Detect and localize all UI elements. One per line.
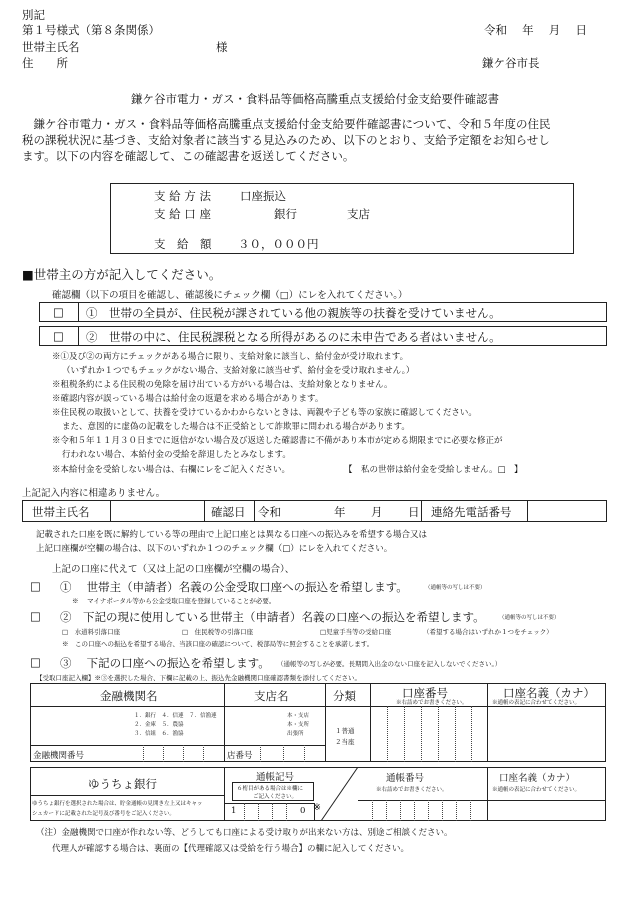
footer-note: （注）金融機関で口座が作れない等、どうしても口座による受け取りが出来ない方は、別途ご相談ください。: [36, 828, 453, 838]
issuer: 鎌ケ谷市長: [482, 56, 540, 70]
month-label: 月: [371, 505, 383, 519]
check-item-text: ② 世帯の中に、住民税課税となる所得があるのに未申告である者はいません。: [86, 330, 501, 344]
yucho-number-note: ※右詰めでお書きください。: [376, 787, 448, 793]
no-error-statement: 上記記入内容に相違ありません。: [22, 488, 166, 499]
note-line: また、意図的に虚偽の記載をした場合は不正受給として詐欺罪に問われる場合があります。: [62, 422, 410, 432]
option-2-note: （通帳等の写しは不要）: [499, 615, 560, 621]
yucho-mark-note: ご記入ください。: [253, 794, 298, 800]
date-line: 令和 年 月 日: [484, 23, 587, 37]
change-note: 記載された口座を既に解約している等の理由で上記口座とは異なる口座への振込みを希望する場合又は: [36, 530, 428, 540]
note-line: ※令和５年１１月３０日までに返信がない場合及び返送した確認書に不備があり本市が定める期限までに必要な修正が: [52, 436, 503, 446]
option-2-sub: ※ この口座への振込を希望する場合、当該口座の確認について、税部局等に照会することを承諾します。: [62, 640, 374, 648]
day-label: 日: [408, 505, 420, 519]
institution-kind: １．銀行 ４．信連 ７．信漁連: [134, 713, 217, 719]
branch-kind: 本・支所: [287, 722, 310, 728]
intro-line: ます。以下の内容を確認して、この確認書を返送してください。: [22, 149, 355, 163]
yucho-mark-digit: 0: [300, 806, 306, 816]
option-3-text: ③ 下記の口座への振込を希望します。: [60, 656, 270, 670]
branch-suffix: 支店: [347, 207, 370, 221]
diagonal-divider: [315, 767, 365, 821]
note-line: 行われない場合、本給付金の受給を辞退したとみなします。: [62, 450, 291, 460]
note-line: ※租税条約による住民税の免除を届け出ている方がいる場合は、支給対象となりません。: [52, 380, 393, 390]
account-number-header: 口座番号: [402, 686, 448, 700]
opt2-choice-child[interactable]: □児童手当等の受給口座: [320, 628, 392, 636]
opt2-choice-note: （希望する場合はいずれか１つをチェック）: [423, 628, 553, 636]
intro-line: 鎌ケ谷市電力・ガス・食料品等価格高騰重点支援給付金支給要件確認書について、令和５年度の住民: [22, 117, 551, 131]
yucho-number-header: 通帳番号: [386, 773, 425, 784]
yucho-note: ゆうちょ銀行を選択された場合は、貯金通帳の見開き左上又はキャッ: [32, 801, 203, 807]
document-title: 鎌ケ谷市電力・ガス・食料品等価格高騰重点支援給付金支給要件確認書: [131, 92, 499, 106]
account-type-option[interactable]: ２当座: [335, 738, 355, 746]
account-holder-header: 口座名義（カナ）: [503, 686, 595, 700]
householder-name-field[interactable]: [111, 501, 203, 521]
footer-note: 代理人が確認する場合は、裏面の【代理確認又は受給を行う場合】の欄に記入してください。: [52, 844, 410, 854]
option-1-sub: ※ マイナポータル等から公金受取口座を登録していることが必要。: [72, 597, 276, 605]
checkbox[interactable]: □: [53, 305, 64, 319]
householder-name-label: 世帯主氏名: [22, 40, 80, 54]
alternative-heading: 上記の口座に代えて（又は上記の口座欄が空欄の場合）、: [52, 564, 295, 575]
branch-kind: 出張所: [287, 731, 304, 737]
branch-kind: 本・支店: [287, 713, 310, 719]
form-number: 第１号様式（第８条関係）: [22, 23, 160, 37]
note-line: ※本給付金を受給しない場合は、右欄にレをご記入ください。: [52, 465, 291, 475]
payment-account-label: 支 給 口 座: [154, 207, 211, 221]
bank-instruction: 【受取口座記入欄】※③を選択した場合、下欄に記載の上、振込先金融機関口座確認書類を添付してください。: [36, 674, 361, 682]
account-holder-note: ※通帳の表記に合わせてください。: [492, 700, 581, 706]
note-line: ※住民税の取扱いとして、扶養を受けているかわからないときは、両親や子ども等の家族に確認してください。: [52, 408, 477, 418]
decline-box[interactable]: 【 私の世帯は給付金を受給しません。□ 】: [344, 465, 523, 475]
change-note: 上記口座欄が空欄の場合は、以下のいずれか１つのチェック欄（□）にレを入れてください。: [36, 544, 393, 554]
opt2-choice-tax[interactable]: □ 住民税等の引落口座: [182, 628, 254, 636]
year-label: 年: [334, 505, 346, 519]
account-type-option[interactable]: １普通: [335, 727, 355, 735]
payment-amount-value: ３０，０００円: [238, 237, 319, 251]
option-2-text: ② 下記の現に使用している世帯主（申請者）名義の口座への振込を希望します。: [60, 610, 485, 624]
account-number-note: ※右詰めでお書きください。: [396, 700, 468, 706]
bank-suffix: 銀行: [274, 207, 297, 221]
yucho-note: シュカードに記載された記号及び番号をご記入ください。: [32, 811, 175, 817]
honorific: 様: [216, 40, 228, 54]
bank-name-header: 金融機関名: [100, 689, 158, 703]
address-label: 住 所: [22, 56, 68, 70]
section-heading: ■世帯主の方が記入してください。: [22, 267, 222, 282]
yucho-mark-digit: 1: [231, 806, 237, 816]
payment-amount-label: 支 給 額: [154, 237, 212, 251]
option-1-text: ① 世帯主（申請者）名義の公金受取口座への振込を希望します。: [60, 580, 408, 594]
checkbox[interactable]: □: [53, 329, 64, 343]
note-line: ※確認内容が誤っている場合は給付金の返還を求める場合があります。: [52, 394, 324, 404]
era-label: 令和: [258, 505, 281, 519]
check-item-text: ① 世帯の全員が、住民税が課されている他の親族等の扶養を受けていません。: [86, 306, 501, 320]
phone-label: 連絡先電話番号: [431, 505, 512, 519]
sign-name-label: 世帯主氏名: [32, 505, 90, 519]
yucho-name: ゆうちょ銀行: [88, 777, 157, 791]
yucho-holder-note: ※通帳の表記に合わせてください。: [492, 787, 581, 793]
branch-code-label: 店番号: [227, 751, 253, 761]
yucho-mark-note: ６桁目がある場合は※欄に: [237, 786, 304, 792]
option-2-checkbox[interactable]: □: [30, 609, 41, 623]
annex-label: 別記: [22, 8, 45, 22]
note-line: （いずれか１つでもチェックがない場合、支給対象に該当せず、給付金を受け取れません。）: [62, 366, 415, 376]
branch-name-header: 支店名: [254, 689, 289, 703]
intro-line: 税の課税状況に基づき、支給対象者に該当する見込みのため、以下のとおり、支給予定額をお知らせし: [22, 133, 550, 147]
account-type-header: 分類: [333, 689, 356, 703]
option-3-checkbox[interactable]: □: [30, 655, 41, 669]
phone-field[interactable]: [528, 501, 606, 521]
institution-code-label: 金融機関番号: [33, 751, 85, 761]
note-line: ※①及び②の両方にチェックがある場合に限り、支給対象に該当し、給付金が受け取れます。: [52, 352, 409, 362]
payment-method-value: 口座振込: [240, 189, 286, 203]
option-3-note: （通帳等の写しが必要。長期間入出金のない口座を記入しないでください。）: [277, 660, 502, 668]
option-1-note: （通帳等の写しは不要）: [425, 585, 486, 591]
yucho-mark-header: 通帳記号: [256, 772, 295, 783]
institution-kind: ２．金庫 ５．農協: [134, 722, 184, 728]
confirm-date-label: 確認日: [211, 505, 246, 519]
institution-kind: ３．信組 ６．漁協: [134, 731, 184, 737]
payment-method-label: 支 給 方 法: [154, 189, 211, 203]
opt2-choice-water[interactable]: □ 水道料引落口座: [62, 628, 121, 636]
sixth-digit-mark: ※: [313, 802, 321, 813]
yucho-holder-header: 口座名義（カナ）: [499, 773, 576, 784]
option-1-checkbox[interactable]: □: [30, 579, 41, 593]
confirm-intro: 確認欄（以下の項目を確認し、確認後にチェック欄（□）にレを入れてください。）: [52, 290, 408, 301]
